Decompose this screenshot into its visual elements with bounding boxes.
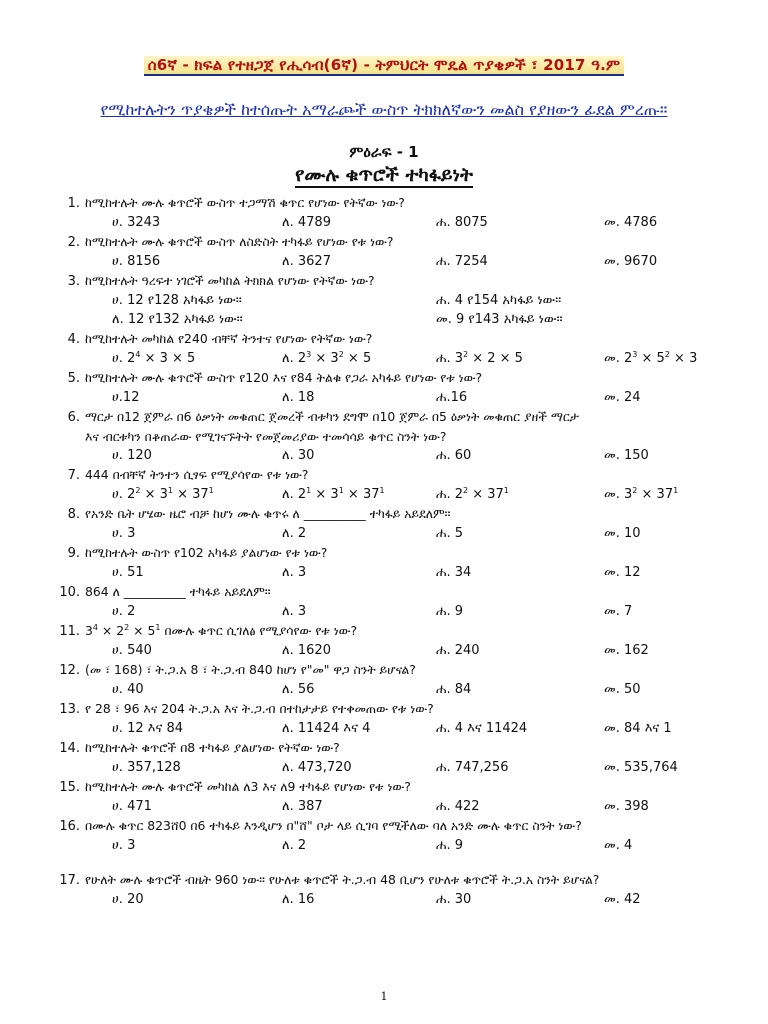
question-number: 15. — [59, 780, 80, 795]
question-text: ከሚከተሉት ሙሉ ቁጥሮች መካከል ለ3 እና ለ9 ተካፋይ የሆነው የቱ ነው? — [85, 779, 411, 794]
question-item — [52, 582, 752, 621]
option-d[interactable]: መ. 7 — [604, 604, 633, 619]
option-b[interactable]: ለ. 1620 — [282, 643, 331, 658]
question-number: 9. — [67, 546, 80, 561]
question-item — [52, 465, 752, 504]
option-b[interactable]: ለ. $2^1 \times 3^1 \times 37^1$ — [282, 486, 385, 502]
option-a[interactable]: ሀ. 8156 — [112, 254, 161, 269]
option-d[interactable]: መ. 535,764 — [604, 760, 678, 775]
option-c[interactable]: ሐ. $2^2 \times 37^1$ — [436, 486, 509, 502]
option-c[interactable]: ሐ. 8075 — [436, 215, 488, 230]
question-text: ከሚከተሉት ሙሉ ቁጥሮች ውስጥ ተጋማሽ ቁጥር የሆነው የትኛው ነው? — [85, 195, 405, 210]
option-a[interactable]: ሀ. 12 እና 84 — [112, 721, 184, 736]
option-d[interactable]: መ. 398 — [604, 799, 649, 814]
question-text: ማርታ በ12 ጀምራ በ6 ዕቃነት መቁጠር ጀመረች ብቱካን ደግሞ በ10 ጀምራ በ5 ዕቃነት መቁጠር ያዘች ማርታ — [85, 409, 579, 424]
option-a[interactable]: ሀ. 2 — [112, 604, 136, 619]
question-text: 864 ለ __________ ተካፋይ አይደለም። — [85, 584, 271, 599]
question-number: 11. — [59, 624, 80, 639]
topic-title-text: የሙሉ ቁጥሮች ተካፋይነት — [295, 164, 473, 186]
option-d[interactable]: መ. $3^2 \times 37^1$ — [604, 486, 679, 502]
option-c[interactable]: ሐ. 747,256 — [436, 760, 509, 775]
option-a[interactable]: ሀ. 20 — [112, 892, 144, 907]
question-text: ከሚከተሉት ውስጥ የ102 አካፋይ ያልሆነው የቱ ነው? — [85, 545, 328, 560]
exam-banner — [0, 56, 768, 74]
question-number: 8. — [67, 507, 80, 522]
topic-title — [0, 164, 768, 186]
option-b[interactable]: ለ. 3 — [282, 565, 307, 580]
option-c[interactable]: ሐ. 9 — [436, 838, 463, 853]
option-a[interactable]: ሀ. 471 — [112, 799, 152, 814]
question-item — [52, 816, 752, 855]
option-c[interactable]: ሐ. 84 — [436, 682, 472, 697]
question-item — [52, 777, 752, 816]
page-number: 1 — [380, 990, 388, 1003]
option-b[interactable]: ለ. 3627 — [282, 254, 331, 269]
option-d[interactable]: መ. 84 እና 1 — [604, 721, 672, 736]
option-a[interactable]: ሀ.12 — [112, 390, 140, 405]
option-c[interactable]: ሐ. 4 እና 11424 — [436, 721, 528, 736]
option-a[interactable]: ሀ. 3 — [112, 526, 136, 541]
option-c[interactable]: ሐ. 240 — [436, 643, 480, 658]
option-b[interactable]: ለ. 16 — [282, 892, 315, 907]
question-number: 5. — [67, 371, 80, 386]
option-d[interactable]: መ. 150 — [604, 448, 649, 463]
option-c[interactable]: ሐ. $3^2 \times 2 \times 5$ — [436, 350, 523, 366]
question-number: 17. — [59, 873, 80, 888]
option-d[interactable]: መ. 162 — [604, 643, 649, 658]
option-a[interactable]: ሀ. 51 — [112, 565, 144, 580]
question-text: የ 28 ፣ 96 እና 204 ት.ጋ.አ እና ት.ጋ.ብ በተከታታይ የተቀመጠው የቱ ነው? — [85, 701, 434, 716]
question-text: ከሚከተሉት መካከል የ240 ብቸኛ ትንተና የሆነው የትኛው ነው? — [85, 331, 373, 346]
question-item — [52, 407, 752, 465]
option-d[interactable]: መ. 4 — [604, 838, 633, 853]
question-number: 1. — [67, 196, 80, 211]
option-b[interactable]: ለ. 56 — [282, 682, 315, 697]
option-c[interactable]: ሐ. 7254 — [436, 254, 488, 269]
option-a[interactable]: ሀ. 3243 — [112, 215, 161, 230]
option-b[interactable]: ለ. 2 — [282, 526, 307, 541]
question-item — [52, 738, 752, 777]
option-d[interactable]: መ. $2^3 \times 5^2 \times 3$ — [604, 350, 698, 366]
option-b[interactable]: ለ. 11424 እና 4 — [282, 721, 371, 736]
question-text: በሙሉ ቁጥር ሲገለፅ የሚያሳየው የቱ ነው? — [164, 623, 358, 638]
option-b[interactable]: ለ. 18 — [282, 390, 315, 405]
question-item — [52, 621, 752, 660]
question-item — [52, 504, 752, 543]
option-a[interactable]: ሀ. 120 — [112, 448, 152, 463]
question-text: ከሚከተሉት ሙሉ ቁጥሮች ውስጥ ለስድስት ተካፋይ የሆነው የቱ ነው? — [85, 234, 394, 249]
option-d[interactable]: መ. 4786 — [604, 215, 658, 230]
option-c[interactable]: ሐ. 422 — [436, 799, 480, 814]
option-b[interactable]: ለ. 12 የ132 አካፋይ ነው። — [112, 312, 243, 327]
option-b[interactable]: ለ. 2 — [282, 838, 307, 853]
question-number: 16. — [59, 819, 80, 834]
question-number: 6. — [67, 410, 80, 425]
option-d[interactable]: መ. 9 የ143 አካፋይ ነው። — [436, 312, 563, 327]
option-c[interactable]: ሐ. 60 — [436, 448, 472, 463]
question-item — [52, 699, 752, 738]
option-c[interactable]: ሐ. 5 — [436, 526, 463, 541]
question-text: 444 በብቸኛ ትንተን ሲፃፍ የሚያሳየው የቱ ነው? — [85, 467, 309, 482]
option-a[interactable]: ሀ. $2^2 \times 3^1 \times 37^1$ — [112, 486, 214, 502]
question-item — [52, 329, 752, 368]
question-item — [52, 271, 752, 329]
banner-title: ሰ6ኛ - ክፍል የተዘጋጀ የሒሳብ(6ኛ) - ትምህርት ሞዴል ጥያቄዎች ፣ 2017 ዓ.ም — [144, 56, 625, 76]
question-text: (መ ፣ 168) ፣ ት.ጋ.አ 8 ፣ ት.ጋ.ብ 840 ከሆነ የ"መ" ዋጋ ስንት ይሆናል? — [85, 662, 416, 677]
option-d[interactable]: መ. 10 — [604, 526, 641, 541]
option-c[interactable]: ሐ. 34 — [436, 565, 472, 580]
question-item — [52, 870, 752, 909]
question-item — [52, 232, 752, 271]
question-item — [52, 368, 752, 407]
question-number: 3. — [67, 274, 80, 289]
question-number: 13. — [59, 702, 80, 717]
option-a[interactable]: ሀ. 540 — [112, 643, 152, 658]
question-text: ከሚከተሉት ሙሉ ቁጥሮች ውስጥ የ120 እና የ84 ትልቁ የጋራ አካፋይ የሆነው የቱ ነው? — [85, 370, 483, 385]
option-d[interactable]: መ. 12 — [604, 565, 641, 580]
instruction-text: የሚከተሉትን ጥያቄዎች ከተሰጡት አማራጮች ውስጥ ትክክለኛውን መልስ የያዘውን ፊደል ምረጡ። — [100, 100, 668, 119]
option-b[interactable]: ለ. 473,720 — [282, 760, 352, 775]
question-text: የአንድ ቤት ሆሄው ዜሮ ብቻ ከሆነ ሙሉ ቁጥሩ ለ __________ ተካፋይ አይደለም። — [85, 506, 451, 521]
question-number: 10. — [59, 585, 80, 600]
spacer — [52, 855, 752, 870]
option-d[interactable]: መ. 42 — [604, 892, 641, 907]
question-expression: $3^4 \times 2^2 \times 5^1$ — [85, 623, 161, 638]
question-number: 2. — [67, 235, 80, 250]
option-b[interactable]: ለ. 30 — [282, 448, 315, 463]
unit-title: ምዕራፍ - 1 — [349, 143, 419, 161]
option-d[interactable]: መ. 24 — [604, 390, 641, 405]
option-c[interactable]: ሐ. 30 — [436, 892, 472, 907]
option-c[interactable]: ሐ. 4 የ154 አካፋይ ነው። — [436, 293, 562, 308]
option-b[interactable]: ለ. 3 — [282, 604, 307, 619]
option-a[interactable]: ሀ. $2^4 \times 3 \times 5$ — [112, 350, 196, 366]
option-d[interactable]: መ. 9670 — [604, 254, 658, 269]
option-a[interactable]: ሀ. 357,128 — [112, 760, 181, 775]
option-a[interactable]: ሀ. 3 — [112, 838, 136, 853]
question-number: 12. — [59, 663, 80, 678]
option-b[interactable]: ለ. 387 — [282, 799, 323, 814]
question-text: ከሚከተሉት ዓረፍተ ነገሮች መካከል ትክክል የሆነው የትኛው ነው? — [85, 273, 375, 288]
option-b[interactable]: ለ. $2^3 \times 3^2 \times 5$ — [282, 350, 372, 366]
question-text: በሙሉ ቁጥር 823ሸ0 በ6 ተካፋይ እንዲሆን በ"ሸ" ቦታ ላይ ሲገባ የሚችለው ባለ አንድ ሙሉ ቁጥር ስንት ነው? — [85, 818, 582, 833]
question-list — [52, 193, 752, 909]
option-d[interactable]: መ. 50 — [604, 682, 641, 697]
question-text: የሁለት ሙሉ ቁጥሮች ብዜት 960 ነው። የሁለቱ ቁጥሮች ት.ጋ.ብ 48 ቢሆን የሁለቱ ቁጥሮች ት.ጋ.አ ስንት ይሆናል? — [85, 872, 600, 887]
option-a[interactable]: ሀ. 12 የ128 አካፋይ ነው። — [112, 293, 242, 308]
question-item — [52, 660, 752, 699]
option-b[interactable]: ለ. 4789 — [282, 215, 331, 230]
question-number: 7. — [67, 468, 80, 483]
question-number: 14. — [59, 741, 80, 756]
question-text-continued: እና ብርቱካን በቆጠራው የሚገናኙትት የመጀመሪያው ተመሳሳይ ቁጥር ስንት ነው? — [85, 429, 447, 444]
question-item — [52, 543, 752, 582]
question-text: ከሚከተሉት ቁጥሮች በ8 ተካፋይ ያልሆነው የትኛው ነው? — [85, 740, 340, 755]
option-a[interactable]: ሀ. 40 — [112, 682, 144, 697]
option-c[interactable]: ሐ.16 — [436, 390, 468, 405]
option-c[interactable]: ሐ. 9 — [436, 604, 463, 619]
question-number: 4. — [67, 332, 80, 347]
question-item — [52, 193, 752, 232]
